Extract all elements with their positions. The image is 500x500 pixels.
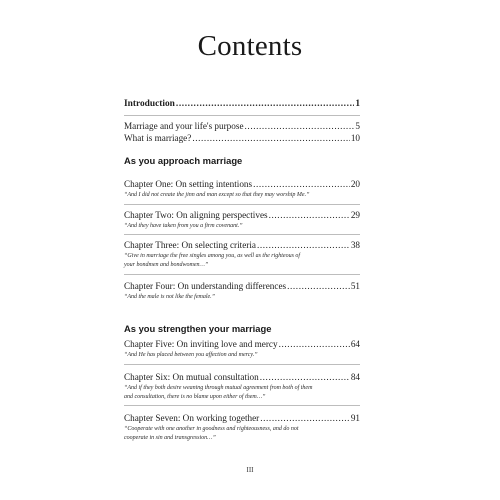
epigraph-line: “Give in marriage the free singles among you, as well as the righteous of [124, 253, 301, 259]
toc-entry-chapter[interactable] [124, 412, 360, 424]
toc-page-number: 51 [350, 281, 360, 291]
toc-entry-introduction[interactable] [124, 98, 360, 110]
toc-page-number: 38 [350, 240, 360, 250]
epigraph-line: “And they have taken from you a firm covenant.” [124, 223, 243, 229]
chapter-epigraph [124, 252, 362, 270]
dot-leader [269, 209, 350, 221]
toc-entry-label: Chapter Four: On understanding differences [124, 281, 287, 291]
divider [124, 115, 360, 116]
toc-page-number: 20 [350, 179, 360, 189]
dot-leader [279, 338, 350, 350]
divider [124, 364, 360, 365]
divider [124, 204, 360, 205]
toc-entry-chapter[interactable] [124, 239, 360, 251]
toc-entry-label: Introduction [124, 99, 175, 109]
epigraph-line: and consultation, there is no blame upon either of them…” [124, 394, 266, 400]
toc-page-number: 10 [350, 133, 360, 143]
toc-entry-label: Marriage and your life's purpose [124, 121, 244, 131]
dot-leader [192, 132, 349, 144]
epigraph-line: “And I did not create the jinn and man except so that they may worship Me.” [124, 192, 310, 198]
chapter-epigraph [124, 222, 362, 231]
toc-page-number: 64 [350, 339, 360, 349]
epigraph-line: cooperate in sin and transgression…” [124, 435, 216, 441]
section-heading: As you approach marriage [124, 155, 243, 166]
toc-entry[interactable] [124, 120, 360, 132]
dot-leader [260, 371, 350, 383]
chapter-epigraph [124, 425, 362, 443]
divider [124, 405, 360, 406]
toc-entry-chapter[interactable] [124, 178, 360, 190]
toc-entry-label: What is marriage? [124, 133, 192, 143]
divider [124, 234, 360, 235]
chapter-epigraph [124, 293, 362, 302]
toc-entry-label: Chapter Three: On selecting criteria [124, 240, 256, 250]
epigraph-line: “And if they both desire weaning through mutual agreement from both of them [124, 385, 313, 391]
epigraph-line: your bondmen and bondwomen…” [124, 262, 209, 268]
divider [124, 274, 360, 275]
toc-entry-chapter[interactable] [124, 280, 360, 292]
toc-entry-label: Chapter Five: On inviting love and mercy [124, 339, 278, 349]
toc-entry-label: Chapter Six: On mutual consultation [124, 372, 259, 382]
toc-entry-label: Chapter Two: On aligning perspectives [124, 210, 268, 220]
page-number-footer: III [246, 466, 254, 474]
toc-entry-label: Chapter Seven: On working together [124, 413, 260, 423]
toc-page-number: 1 [355, 99, 360, 109]
dot-leader [260, 412, 350, 424]
toc-entry-chapter[interactable] [124, 371, 360, 383]
epigraph-line: “And the male is not like the female.” [124, 294, 215, 300]
toc-page-number: 29 [350, 210, 360, 220]
chapter-epigraph [124, 351, 362, 360]
toc-entry-label: Chapter One: On setting intentions [124, 179, 253, 189]
chapter-epigraph [124, 384, 362, 402]
toc-entry[interactable] [124, 132, 360, 144]
page-title: Contents [197, 30, 303, 62]
dot-leader [253, 178, 350, 190]
epigraph-line: “Cooperate with one another in goodness and righteousness, and do not [124, 426, 299, 432]
dot-leader [176, 98, 354, 110]
dot-leader [245, 120, 355, 132]
section-heading: As you strengthen your marriage [124, 323, 272, 334]
toc-page-number: 91 [350, 413, 360, 423]
chapter-epigraph [124, 191, 362, 200]
toc-entry-chapter[interactable] [124, 209, 360, 221]
dot-leader [257, 239, 350, 251]
toc-page-number: 84 [350, 372, 360, 382]
dot-leader [287, 280, 350, 292]
epigraph-line: “And He has placed between you affection and mercy.” [124, 352, 258, 358]
toc-page-number: 5 [355, 121, 360, 131]
toc-entry-chapter[interactable] [124, 338, 360, 350]
